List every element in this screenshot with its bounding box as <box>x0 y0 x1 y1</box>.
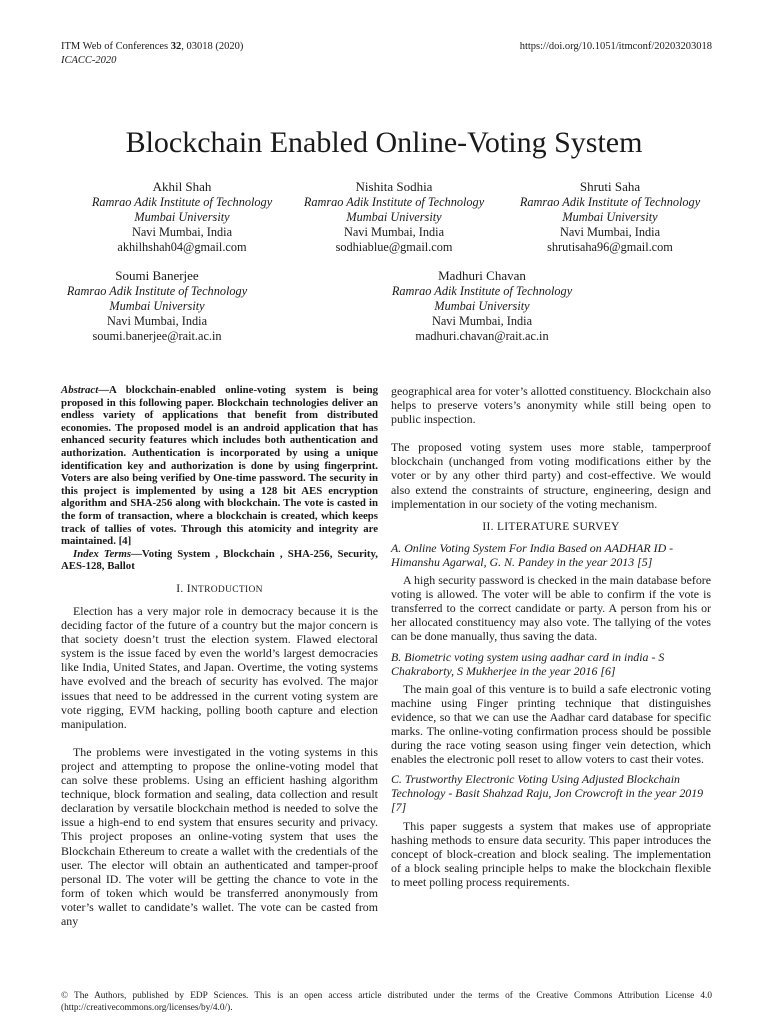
author-city: Navi Mumbai, India <box>431 314 533 328</box>
abstract-text: —A blockchain-enabled online-voting system is being proposed in this following paper. Blockchain technologies deliver an endless variety of applications that benefit from distributed economies. The proposed model is an android application that has enhanced security features which includes both authentication and authorization. Authentication is incorporated by using a unique identification key and authorization is done by using fingerprint. Voters are also being verified by One-time password. The security in this project is implemented by using a 128 bit AES encryption algorithm and SHA-256 along with blockchain. The vote is casted in the form of transaction, where a blockchain is created, which keeps track of tallies of votes. Through this atomicity and integrity are maintained. [4] <box>61 384 378 548</box>
subsection-paragraph: The main goal of this venture is to build a safe electronic voting machine using Finger printing technique that distinguishes evidence, so that we can use the Aadhar card database for specific marks. The online-voting confirmation process should be possible during the race voting season using finger vein detection, which enables the electronic poll reset to allow voters to cast their votes. <box>391 681 711 767</box>
author-city: Navi Mumbai, India <box>131 225 233 239</box>
author-university: Mumbai University <box>134 210 230 224</box>
intro-paragraph-continued: geographical area for voter’s allotted constituency. Blockchain also helps to preserve voters’s anonymity while still being open to public inspection. <box>391 384 711 427</box>
author-name: Soumi Banerjee <box>115 268 199 283</box>
author-university: Mumbai University <box>434 299 530 313</box>
author-university: Mumbai University <box>346 210 442 224</box>
author-block <box>37 268 277 344</box>
author-email[interactable]: soumi.banerjee@rait.ac.in <box>92 329 222 343</box>
author-email[interactable]: sodhiablue@gmail.com <box>335 240 453 254</box>
author-city: Navi Mumbai, India <box>559 225 661 239</box>
author-name: Shruti Saha <box>579 179 641 194</box>
author-city: Navi Mumbai, India <box>343 225 445 239</box>
index-terms-text: —Voting System , Blockchain , SHA-256, Security, AES-128, Ballot <box>61 547 378 573</box>
subsection-heading: A. Online Voting System For India Based on AADHAR ID - Himanshu Agarwal, G. N. Pandey in the year 2013 [5] <box>391 540 674 569</box>
subsection-heading: C. Trustworthy Electronic Voting Using Adjusted Blockchain Technology - Basit Shahzad Raju, Jon Crowcroft in the year 2019 [7] <box>391 772 704 815</box>
paper-title: Blockchain Enabled Online-Voting System <box>125 126 643 159</box>
author-name: Akhil Shah <box>152 179 212 194</box>
author-block <box>362 268 602 344</box>
subsection-paragraph: A high security password is checked in the main database before voting is allowed. The voter will be able to confirm if the vote is transferred to the correct candidate or party. A person from his or her allocated constituency may also vote. The tallying of the votes can be done manually, thus saving the data. <box>391 573 711 644</box>
running-header-left <box>61 40 243 68</box>
intro-paragraph: Election has a very major role in democracy because it is the deciding factor of the future of a country but the major concern is that society doesn’t trust the election system. Flawed electoral system is the issue faced by even the world’s largest democracies like India, United States, and Japan. Overtime, the voting systems have evolved and the breach of security has evolved. The major issues that need to be addressed in the current voting system are vote rigging, EVM hacking, polling booth capture and election manipulation. <box>61 604 378 731</box>
author-name: Madhuri Chavan <box>438 268 526 283</box>
section-heading-literature-survey: II. LITERATURE SURVEY <box>482 520 620 533</box>
index-terms <box>61 548 378 573</box>
author-university: Mumbai University <box>562 210 658 224</box>
section-heading-introduction: I. INTRODUCTION <box>176 582 263 595</box>
author-email[interactable]: madhuri.chavan@rait.ac.in <box>415 329 549 343</box>
author-block <box>274 179 514 255</box>
author-name: Nishita Sodhia <box>355 179 433 194</box>
subsection-heading: B. Biometric voting system using aadhar card in india - S Chakraborty, S Mukherjee in the year 2016 [6] <box>391 649 665 678</box>
author-institute: Ramrao Adik Institute of Technology <box>66 284 248 298</box>
intro-paragraph: The problems were investigated in the voting systems in this project and attempting to propose the online-voting model that can solve these problems. Using an efficient hashing algorithm technique, block formation and sealing, data collection and result declaration by versatile blockchain method is needed to solve the issue a high-end to end system that ensures security and privacy. This project proposes an online-voting system that uses the Blockchain Ethereum to create a wallet with the credentials of the user. The elector will obtain an authenticated and tamper-proof personal ID. The voter will be getting the chance to vote in the form of token which would be transferred anonymously from voter’s wallet to candidate’s wallet. The vote can be casted from any <box>61 744 378 928</box>
doi-link[interactable]: https://doi.org/10.1051/itmconf/20203203018 <box>519 41 712 52</box>
abstract <box>61 384 378 548</box>
author-city: Navi Mumbai, India <box>106 314 208 328</box>
abstract-label: Abstract <box>61 384 99 396</box>
author-institute: Ramrao Adik Institute of Technology <box>303 195 485 209</box>
subsection-paragraph: This paper suggests a system that makes use of appropriate hashing methods to ensure data security. This paper introduces the concept of block-creation and block sealing. The implementation of a block sealing principle helps to make the blockchain flexible to meet polling process requirements. <box>391 818 711 889</box>
author-university: Mumbai University <box>109 299 205 313</box>
intro-paragraph: The proposed voting system uses more stable, tamperproof blockchain (unchanged from voting modifications either by the voter or by any other third party) and cost-effective. We would also extend the constraints of structure, engineering, design and implementation in our society of the voting mechanism. <box>391 440 711 511</box>
author-institute: Ramrao Adik Institute of Technology <box>391 284 573 298</box>
author-block <box>490 179 730 255</box>
conference-short-name: ICACC-2020 <box>61 55 117 66</box>
right-column <box>391 384 711 889</box>
conference-name: ITM Web of Conferences 32, 03018 (2020) <box>61 41 244 52</box>
author-email[interactable]: shrutisaha96@gmail.com <box>547 240 673 254</box>
left-column <box>61 384 378 928</box>
author-block <box>62 179 302 255</box>
author-email[interactable]: akhilhshah04@gmail.com <box>117 240 247 254</box>
author-institute: Ramrao Adik Institute of Technology <box>519 195 701 209</box>
index-terms-label: Index Terms <box>73 547 132 560</box>
author-institute: Ramrao Adik Institute of Technology <box>91 195 273 209</box>
license-footer: © The Authors, published by EDP Sciences. This is an open access article distributed under the terms of the Creative Commons Attribution License 4.0 (http://creativecommons.org/licenses/by/4.0/). <box>61 991 712 1013</box>
